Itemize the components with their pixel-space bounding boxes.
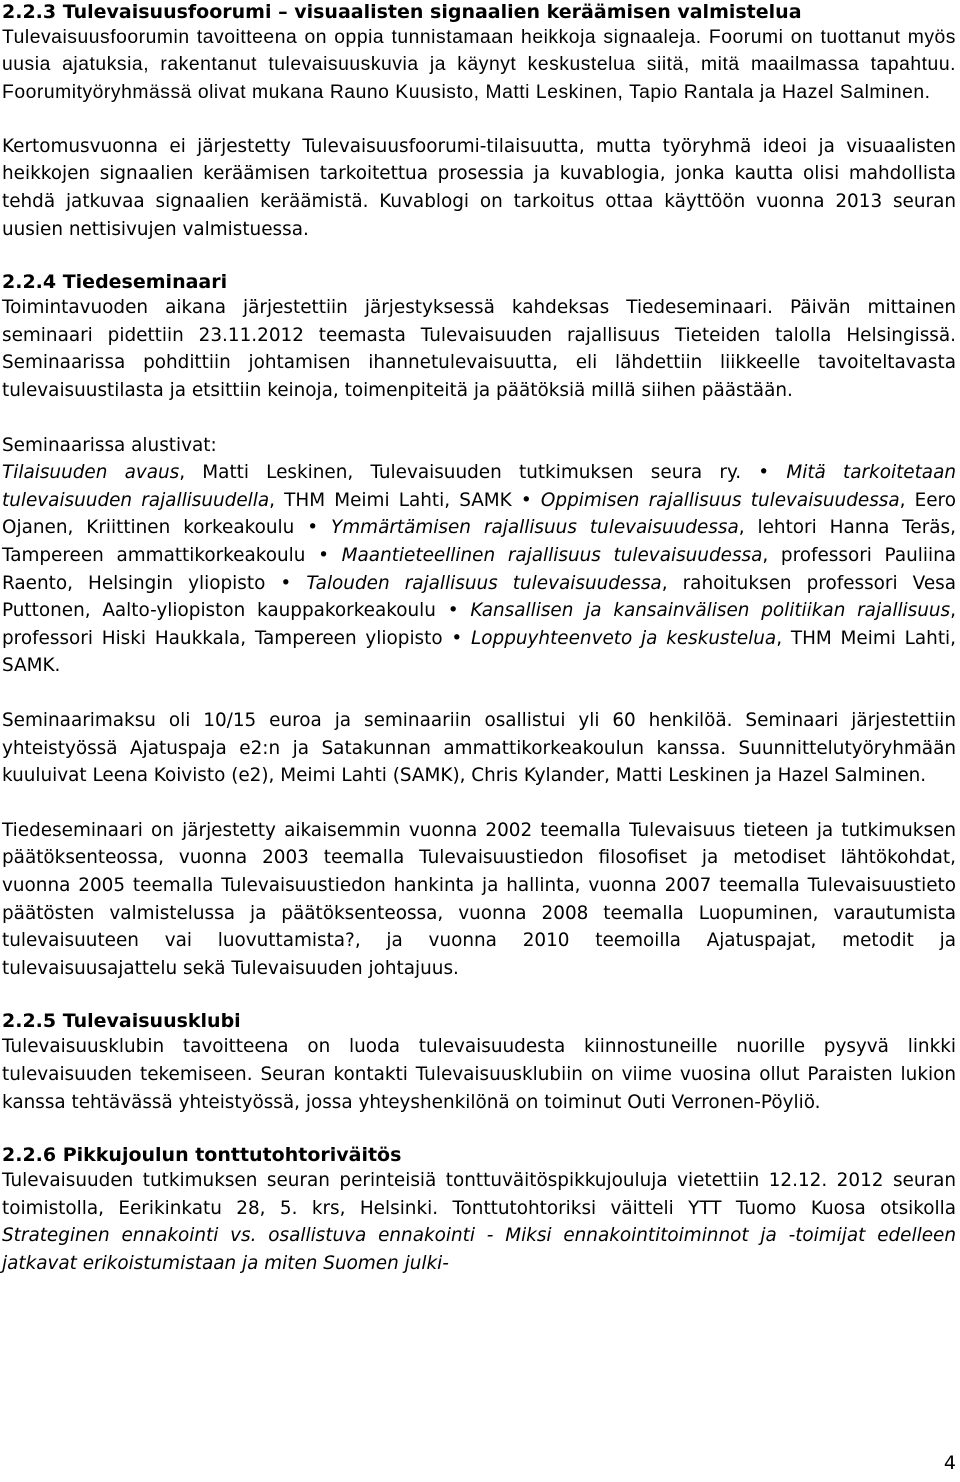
paragraph-forum-year: Kertomusvuonna ei järjestetty Tulevaisuusfoorumi-tilaisuutta, mutta työryhmä ideoi ja visuaalisten heikkojen signaalien keräämisen tarkoitettua prosessia ja kuvablogia, jonka kautta olisi mahdollista tehdä jatkuvaa signaalien keräämistä. Kuvablogi on tarkoitus ottaa käyttöön vuonna 2013 seuran uusien nettisivujen valmistuessa.	[2, 135, 956, 240]
program-item-speaker: , THM Meimi Lahti, SAMK	[269, 489, 512, 511]
paragraph-future-club: Tulevaisuusklubin tavoitteena on luoda tulevaisuudesta kiinnostuneille nuorille pysyvä linkki tulevaisuuden tekemiseen. Seuran kontakti Tulevaisuusklubiin on viime vuosina ollut Paraisten lukion kanssa tehtävässä yhteistyössä, jossa yhteyshenkilönä on toiminut Outi Verronen-Pöyliö.	[2, 1036, 956, 1113]
section-heading-2-2-4: 2.2.4 Tiedeseminaari	[2, 271, 228, 294]
bullet-separator: •	[741, 462, 787, 484]
page-number: 4	[943, 1452, 956, 1474]
program-item-title: Tilaisuuden avaus	[2, 462, 180, 484]
program-item-speaker: , professori Pauliina Raento, Helsingin yliopisto	[2, 545, 956, 594]
program-item-title: Ymmärtämisen rajallisuus tulevaisuudessa	[331, 517, 739, 539]
program-item-speaker: , professori Hiski Haukkala, Tampereen yliopisto	[2, 600, 956, 649]
bullet-separator: •	[511, 489, 541, 511]
program-item-title: Maantieteellinen rajallisuus tulevaisuudessa	[341, 545, 763, 567]
paragraph-seminar-intro: Toimintavuoden aikana järjestettiin järjestyksessä kahdeksas Tiedeseminaari. Päivän mittainen seminaari pidettiin 23.11.2012 teemasta Tulevaisuuden rajallisuus Tieteiden talolla Helsingissä. Seminaarissa pohdittiin johtamisen ihannetulevaisuutta, eli lähdettiin liikkeelle tavoiteltavasta tulevaisuustilasta ja etsittiin keinoja, toimenpiteitä ja päätöksiä millä siihen päästään.	[2, 297, 956, 402]
bullet-separator: •	[442, 627, 472, 649]
seminar-program-list	[2, 459, 956, 680]
program-item-title: Mitä tarkoitetaan tulevaisuuden rajallisuudella	[2, 462, 956, 511]
bullet-separator: •	[294, 517, 331, 539]
christmas-defense-text: Tulevaisuuden tutkimuksen seuran perinteisiä tonttuväitöspikkujouluja vietettiin 12.12. 2012 seuran toimistolla, Eerikinkatu 28, 5. krs, Helsinki. Tonttutohtoriksi väitteli YTT Tuomo Kuosa otsikolla	[2, 1170, 956, 1219]
program-item-title: Kansallisen ja kansainvälisen politiikan rajallisuus	[470, 600, 951, 622]
paragraph-christmas-defense	[2, 1167, 956, 1277]
bullet-separator: •	[435, 600, 471, 622]
program-item-title: Loppuyhteenveto ja keskustelua	[471, 627, 777, 649]
forum-goal-text: Tulevaisuusfoorumin tavoitteena on oppia tunnistamaan heikkoja signaaleja. Foorumi on tuottanut myös uusia ajatuksia, rakentanut tulevaisuuskuvia ja käynyt keskustelua siitä, mitä maailmassa tapahtuu.	[2, 27, 956, 76]
program-item-title: Talouden rajallisuus tulevaisuudessa	[306, 572, 662, 594]
section-heading-2-2-6: 2.2.6 Pikkujoulun tonttutohtoriväitös	[2, 1144, 402, 1167]
defense-title-italic: Strateginen ennakointi vs. osallistuva ennakointi - Miksi ennakointitoiminnot ja -toimijat edelleen jatkavat erikoistumistaan ja miten Suomen julki-	[2, 1225, 956, 1274]
paragraph-forum-goal	[2, 24, 956, 106]
bullet-separator: •	[305, 545, 342, 567]
program-item-title: Oppimisen rajallisuus tulevaisuudessa	[540, 489, 900, 511]
program-item-speaker: , lehtori Hanna Teräs, Tampereen ammattikorkeakoulu	[2, 517, 956, 567]
bullet-separator: •	[265, 572, 307, 594]
program-item-speaker: , THM Meimi Lahti, SAMK.	[2, 627, 956, 677]
paragraph-seminar-history: Tiedeseminaari on järjestetty aikaisemmin vuonna 2002 teemalla Tulevaisuus tieteen ja tutkimuksen päätöksenteossa, vuonna 2003 teemalla Tulevaisuustiedon filosofiset ja metodiset lähtökohdat, vuonna 2005 teemalla Tulevaisuustiedon hankinta ja hallinta, vuonna 2007 teemalla Tulevaisuustieto päätösten valmistelussa ja päätöksenteossa, vuonna 2008 teemalla Luopuminen, varautumista tulevaisuuteen vai luovuttamista?, ja vuonna 2010 teemoilla Ajatuspajat, metodit ja tulevaisuusajattelu sekä Tulevaisuuden johtajuus.	[2, 819, 956, 979]
program-item-speaker: , Eero Ojanen, Kriittinen korkeakoulu	[2, 489, 956, 539]
paragraph-seminar-fee: Seminaarimaksu oli 10/15 euroa ja seminaariin osallistui yli 60 henkilöä. Seminaari järjestettiin yhteistyössä Ajatuspaja e2:n ja Satakunnan ammattikorkeakoulun kanssa. Suunnittelutyöryhmään kuuluivat Leena Koivisto (e2), Meimi Lahti (SAMK), Chris Kylander, Matti Leskinen ja Hazel Salminen.	[2, 709, 956, 787]
seminar-program-intro: Seminaarissa alustivat:	[2, 434, 217, 456]
program-item-speaker: , rahoituksen professori Vesa Puttonen, Aalto-yliopiston kauppakorkeakoulu	[2, 572, 957, 622]
document-page	[2, 0, 956, 1277]
forum-team-text: Foorumityöryhmässä olivat mukana Rauno Kuusisto, Matti Leskinen, Tapio Rantala ja Hazel Salminen.	[2, 81, 931, 103]
program-item-speaker: , Matti Leskinen, Tulevaisuuden tutkimuksen seura ry.	[179, 462, 742, 484]
section-heading-2-2-3: 2.2.3 Tulevaisuusfoorumi – visuaalisten signaalien keräämisen valmistelua	[2, 1, 802, 23]
section-heading-2-2-5: 2.2.5 Tulevaisuusklubi	[2, 1010, 241, 1033]
